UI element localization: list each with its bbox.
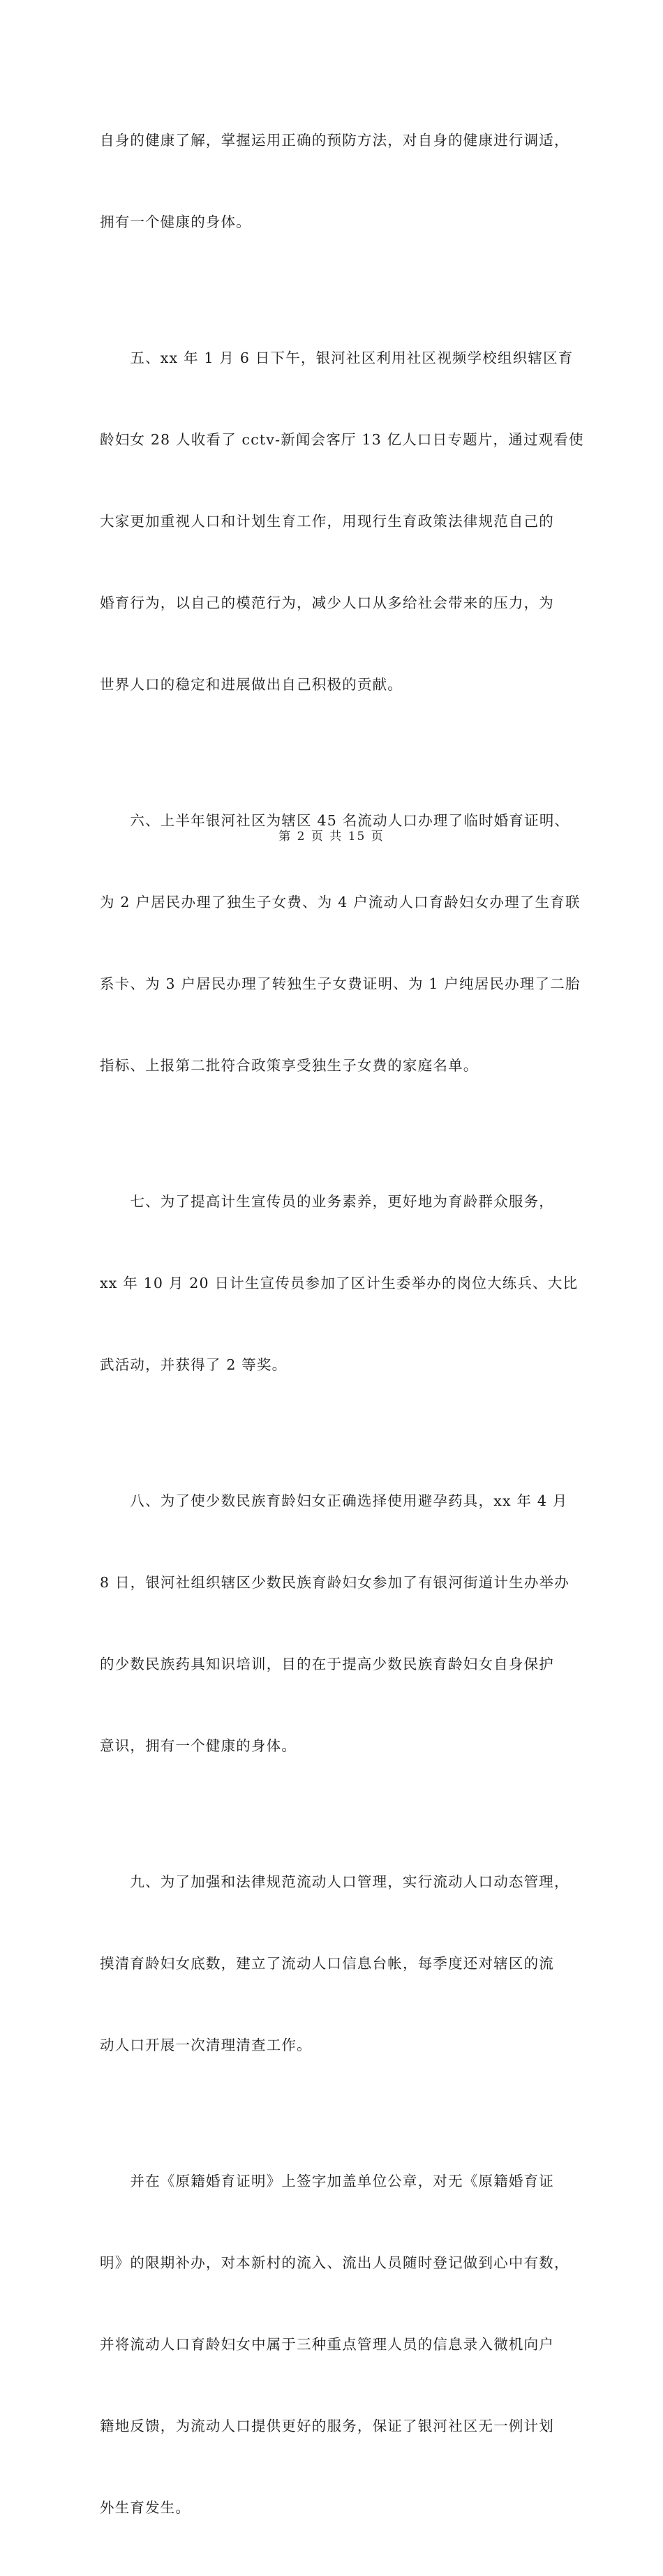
text-line: 指标、上报第二批符合政策享受独生子女费的家庭名单。 — [100, 1057, 479, 1074]
paragraph-item-7 — [100, 1134, 579, 1433]
text-line: xx 年 10 月 20 日计生宣传员参加了区计生委举办的岗位大练兵、大比 — [100, 1275, 579, 1291]
paragraph-item-8 — [100, 1433, 569, 1814]
text-line: 动人口开展一次清理清查工作。 — [100, 2037, 312, 2053]
text-line: 五、xx 年 1 月 6 日下午，银河社区利用社区视频学校组织辖区育 — [100, 350, 574, 366]
paragraph-continuation — [100, 73, 569, 290]
text-line: 为 2 户居民办理了独生子女费、为 4 户流动人口育龄妇女办理了生育联 — [100, 894, 581, 911]
paragraph-item-6 — [100, 753, 581, 1134]
text-line: 七、为了提高计生宣传员的业务素养，更好地为育龄群众服务， — [100, 1193, 554, 1210]
text-line: 摸清育龄妇女底数，建立了流动人口信息台帐，每季度还对辖区的流 — [100, 1955, 554, 1972]
text-line: 大家更加重视人口和计划生育工作，用现行生育政策法律规范自己的 — [100, 513, 554, 530]
page-number-footer: 第 2 页 共 15 页 — [278, 830, 385, 844]
text-line: 九、为了加强和法律规范流动人口管理，实行流动人口动态管理， — [100, 1873, 569, 1890]
text-line: 婚育行为，以自己的模范行为，减少人口从多给社会带来的压力，为 — [100, 594, 554, 611]
paragraph-item-5 — [100, 290, 584, 753]
text-line: 8 日，银河社组织辖区少数民族育龄妇女参加了有银河街道计生办举办 — [100, 1574, 569, 1591]
text-line: 明》的限期补办，对本新村的流入、流出人员随时登记做到心中有数， — [100, 2254, 569, 2271]
text-line: 拥有一个健康的身体。 — [100, 214, 251, 230]
paragraph-item-9 — [100, 1814, 569, 2113]
paragraph-registration — [100, 2113, 569, 2576]
text-line: 六、上半年银河社区为辖区 45 名流动人口办理了临时婚育证明、 — [100, 812, 570, 829]
document-body — [100, 73, 584, 2576]
text-line: 武活动，并获得了 2 等奖。 — [100, 1356, 288, 1373]
text-line: 并在《原籍婚育证明》上签字加盖单位公章，对无《原籍婚育证 — [100, 2173, 554, 2189]
text-line: 自身的健康了解，掌握运用正确的预防方法，对自身的健康进行调适， — [100, 132, 569, 149]
text-line: 籍地反馈，为流动人口提供更好的服务，保证了银河社区无一例计划 — [100, 2418, 554, 2434]
text-line: 的少数民族药具知识培训，目的在于提高少数民族育龄妇女自身保护 — [100, 1656, 554, 1672]
text-line: 龄妇女 28 人收看了 cctv-新闻会客厅 13 亿人口日专题片，通过观看使 — [100, 431, 584, 448]
text-line: 意识，拥有一个健康的身体。 — [100, 1737, 297, 1754]
text-line: 外生育发生。 — [100, 2499, 191, 2516]
text-line: 系卡、为 3 户居民办理了转独生子女费证明、为 1 户纯居民办理了二胎 — [100, 975, 581, 992]
text-line: 并将流动人口育龄妇女中属于三种重点管理人员的信息录入微机向户 — [100, 2336, 554, 2353]
text-line: 世界人口的稳定和进展做出自己积极的贡献。 — [100, 676, 403, 693]
text-line: 八、为了使少数民族育龄妇女正确选择使用避孕药具，xx 年 4 月 — [100, 1492, 568, 1509]
